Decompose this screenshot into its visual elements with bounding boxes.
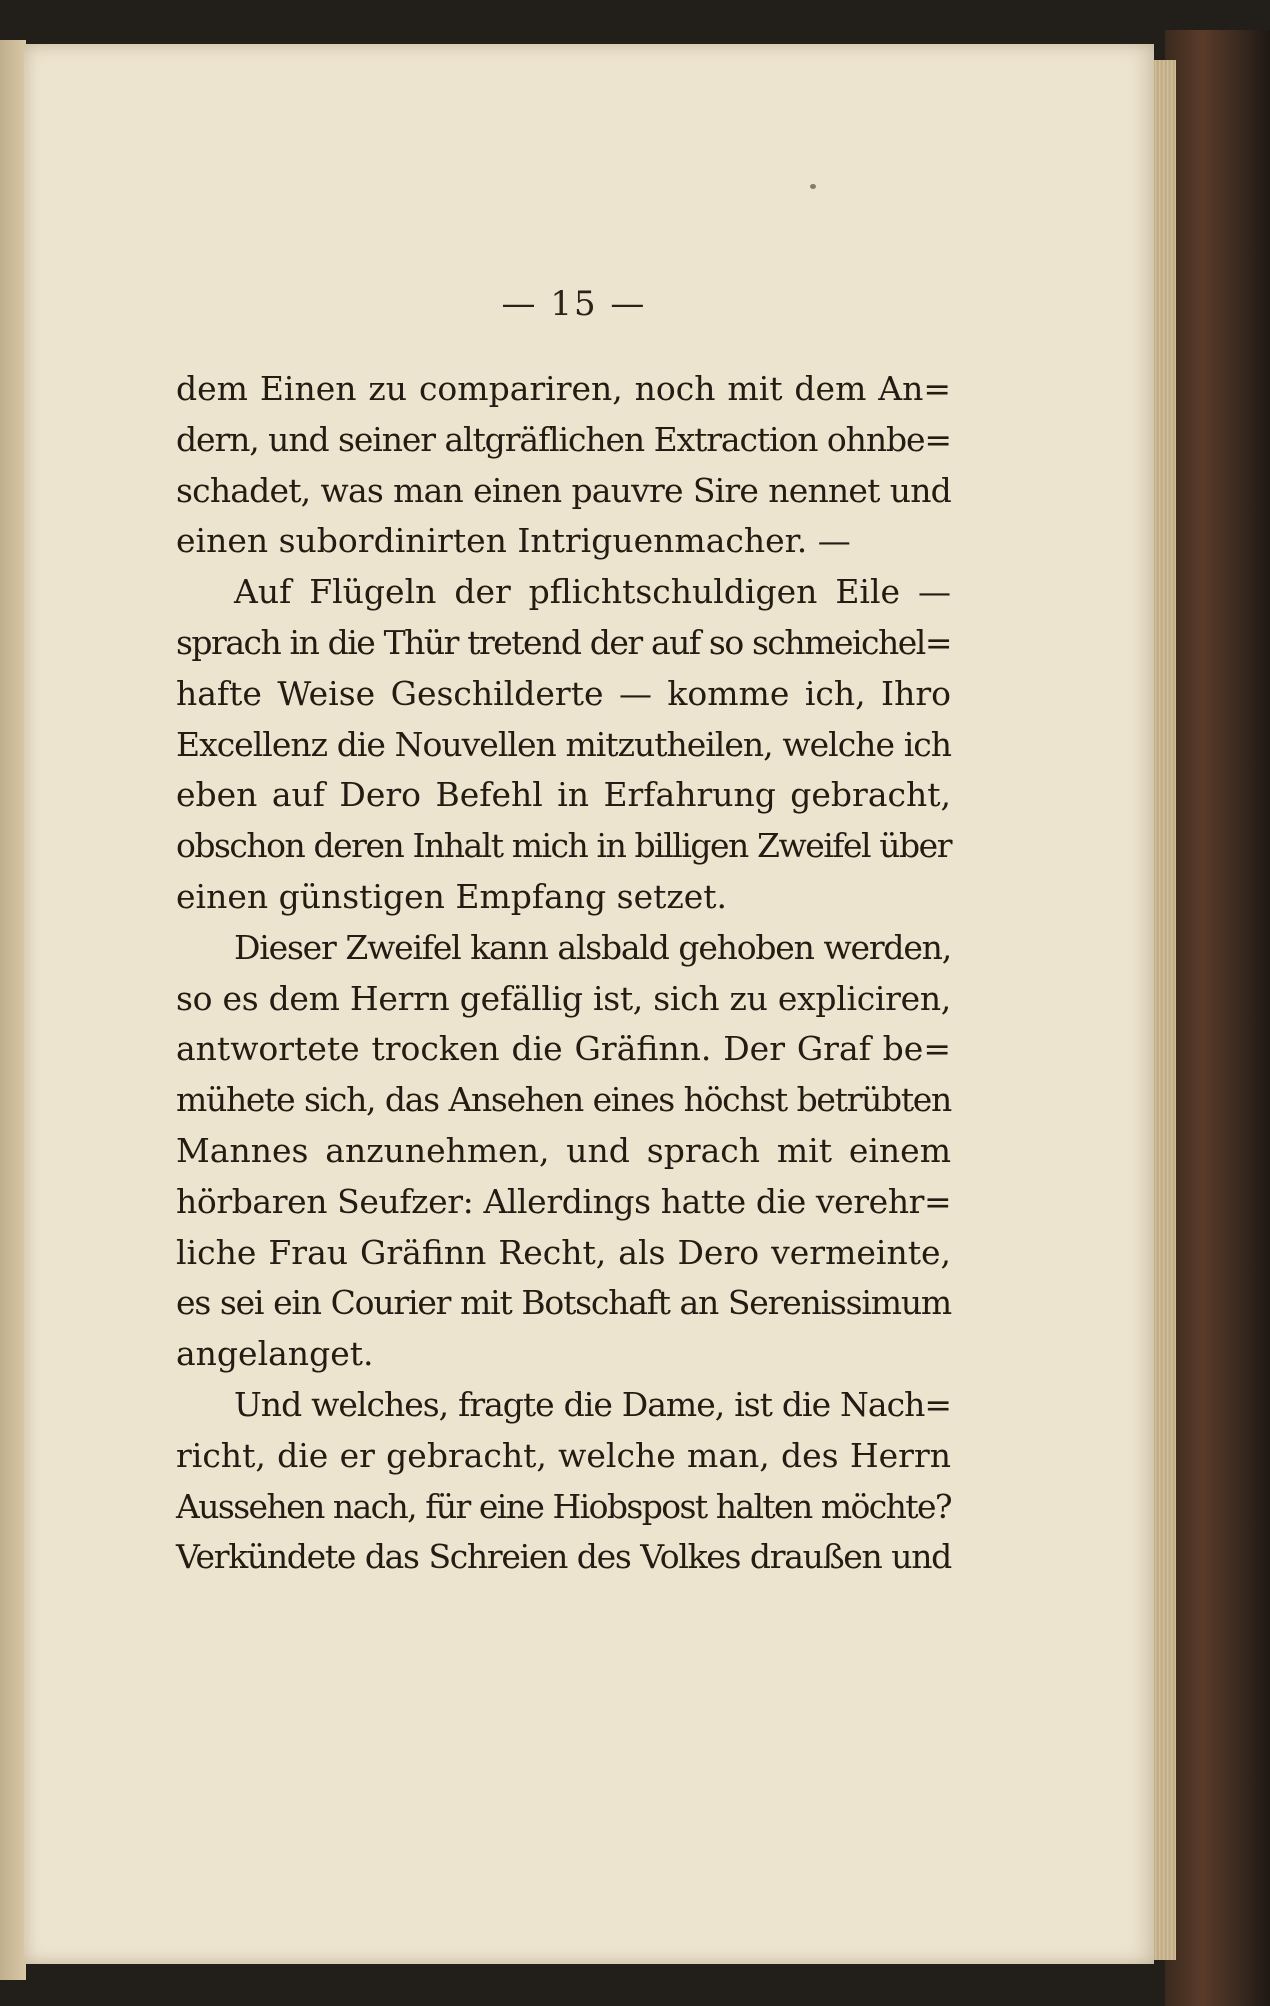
text-line: hörbaren Seufzer: Allerdings hatte die verehr= xyxy=(176,1181,952,1221)
text-line: richt, die er gebracht, welche man, des Herrn xyxy=(176,1435,951,1475)
text-line: obschon deren Inhalt mich in billigen Zweifel über xyxy=(176,826,951,866)
text-line: eben auf Dero Befehl in Erfahrung gebracht, xyxy=(176,775,951,815)
text-line: Dieser Zweifel kann alsbald gehoben werden, xyxy=(234,927,951,967)
text-line: Verkündete das Schreien des Volkes draußen und xyxy=(176,1537,951,1577)
text-line: angelanget. xyxy=(176,1334,374,1374)
text-line: Aussehen nach, für eine Hiobspost halten möchte? xyxy=(176,1486,951,1526)
text-line: einen günstigen Empfang setzet. xyxy=(176,876,728,916)
page-number: — 15 — xyxy=(501,284,647,324)
text-line: liche Frau Gräfinn Recht, als Dero vermeinte, xyxy=(176,1232,951,1272)
book-cover-edge xyxy=(1165,30,1270,2006)
text-line: Mannes anzunehmen, und sprach mit einem xyxy=(176,1130,951,1170)
text-line: Auf Flügeln der pflichtschuldigen Eile — xyxy=(234,572,951,612)
text-line: dern, und seiner altgräflichen Extraction ohnbe= xyxy=(176,419,951,459)
body-text xyxy=(176,364,951,1583)
text-line: Excellenz die Nouvellen mitzutheilen, welche ich xyxy=(176,724,951,764)
facing-page-edge xyxy=(0,40,26,1980)
text-line: einen subordinirten Intriguenmacher. — xyxy=(176,521,851,561)
book-page xyxy=(24,44,1154,1964)
text-line: sprach in die Thür tretend der auf so schmeichel= xyxy=(176,622,951,662)
text-line: dem Einen zu compariren, noch mit dem An= xyxy=(176,369,951,408)
text-line: Und welches, fragte die Dame, ist die Nach= xyxy=(234,1384,951,1424)
text-line: so es dem Herrn gefällig ist, sich zu expliciren, xyxy=(176,978,951,1018)
text-line: schadet, was man einen pauvre Sire nennet und xyxy=(176,470,951,510)
text-line: hafte Weise Geschilderte — komme ich, Ihro xyxy=(176,673,951,713)
text-line: es sei ein Courier mit Botschaft an Serenissimum xyxy=(176,1283,951,1323)
text-line: antwortete trocken die Gräfinn. Der Graf be= xyxy=(176,1029,951,1069)
paper-speck xyxy=(810,184,816,189)
text-line: mühete sich, das Ansehen eines höchst betrübten xyxy=(176,1080,951,1120)
